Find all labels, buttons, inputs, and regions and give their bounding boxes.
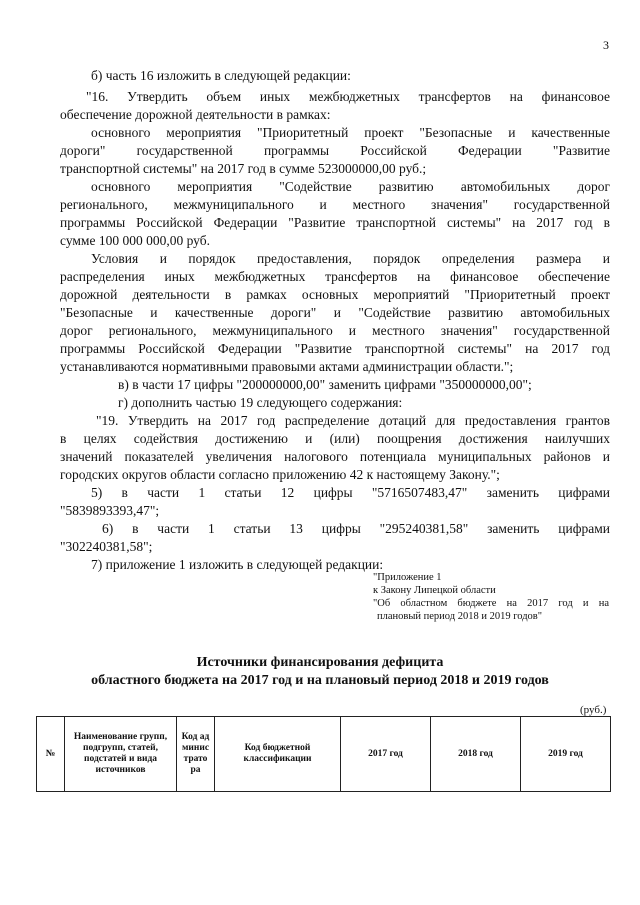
body-line: программы Российской Федерации "Развитие транспортной системы" на 2017 год в: [60, 215, 610, 230]
appendix-line: к Закону Липецкой области: [373, 585, 496, 596]
table-title: областного бюджета на 2017 год и на плановый период 2018 и 2019 годов: [91, 673, 549, 688]
body-line: основного мероприятия "Содействие развитию автомобильных дорог: [91, 179, 610, 194]
body-line: в) в части 17 цифры "200000000,00" заменить цифрами "350000000,00";: [118, 377, 532, 392]
body-line: сумме 100 000 000,00 руб.: [60, 233, 210, 248]
appendix-line: плановый период 2018 и 2019 годов": [377, 611, 543, 622]
body-line: 6) в части 1 статьи 13 цифры "295240381,58" заменить цифрами: [102, 521, 610, 536]
body-line: "302240381,58";: [60, 539, 153, 554]
header-2019: 2019 год: [521, 717, 611, 792]
header-2017: 2017 год: [341, 717, 431, 792]
body-line: значений показателей увеличения налогового потенциала муниципальных районов и: [60, 449, 610, 464]
unit-label: (руб.): [580, 704, 607, 716]
table-title: Источники финансирования дефицита: [196, 655, 444, 670]
page-number: 3: [603, 38, 609, 52]
body-line: "Безопасные и качественные дороги" и "Содействие развитию автомобильных: [60, 305, 610, 320]
body-line: транспортной системы" на 2017 год в сумме 523000000,00 руб.;: [60, 161, 427, 176]
body-line: "16. Утвердить объем иных межбюджетных трансфертов на финансовое: [86, 89, 610, 104]
body-line: обеспечение дорожной деятельности в рамках:: [60, 107, 331, 122]
body-line: дороги" государственной программы Российской Федерации "Развитие: [60, 143, 610, 158]
header-budget-code: Код бюджетной классификации: [215, 717, 341, 792]
body-line: программы Российской Федерации "Развитие транспортной системы" на 2017 год: [60, 341, 610, 356]
body-line: 7) приложение 1 изложить в следующей редакции:: [91, 557, 384, 572]
header-admin-code-text: Код администратора: [181, 732, 210, 775]
appendix-line: "Об областном бюджете на 2017 год и на: [373, 598, 609, 609]
body-line: устанавливаются нормативными правовыми актами администрации области.";: [60, 359, 514, 374]
body-line: городских округов области согласно приложению 42 к настоящему Закону.";: [60, 467, 500, 482]
sources-table: [36, 716, 611, 792]
body-line: б) часть 16 изложить в следующей редакции:: [91, 68, 351, 83]
body-line: в целях содействия достижению и (или) поощрения достижения наилучших: [60, 431, 610, 446]
body-line: "19. Утвердить на 2017 год распределение дотаций для предоставления грантов: [96, 413, 610, 428]
body-line: регионального, межмуниципального и местного значения" государственной: [60, 197, 610, 212]
header-2018: 2018 год: [431, 717, 521, 792]
body-line: 5) в части 1 статьи 12 цифры "5716507483,47" заменить цифрами: [91, 485, 610, 500]
body-line: основного мероприятия "Приоритетный проект "Безопасные и качественные: [91, 125, 610, 140]
header-admin-code: [177, 717, 215, 792]
body-line: дорог регионального, межмуниципального и местного значения" государственной: [60, 323, 610, 338]
header-number: №: [37, 717, 65, 792]
appendix-line: "Приложение 1: [373, 572, 442, 583]
header-name: Наименование групп, подгрупп, статей, подстатей и вида источников: [65, 717, 177, 792]
body-line: распределения иных межбюджетных трансфертов на финансовое обеспечение: [60, 269, 610, 284]
table-header-row: [37, 717, 611, 792]
body-line: "5839893393,47";: [60, 503, 160, 518]
body-line: Условия и порядок предоставления, порядок определения размера и: [91, 251, 610, 266]
body-line: дорожной деятельности в рамках основных мероприятий "Приоритетный проект: [60, 287, 610, 302]
body-line: г) дополнить частью 19 следующего содержания:: [118, 395, 403, 410]
